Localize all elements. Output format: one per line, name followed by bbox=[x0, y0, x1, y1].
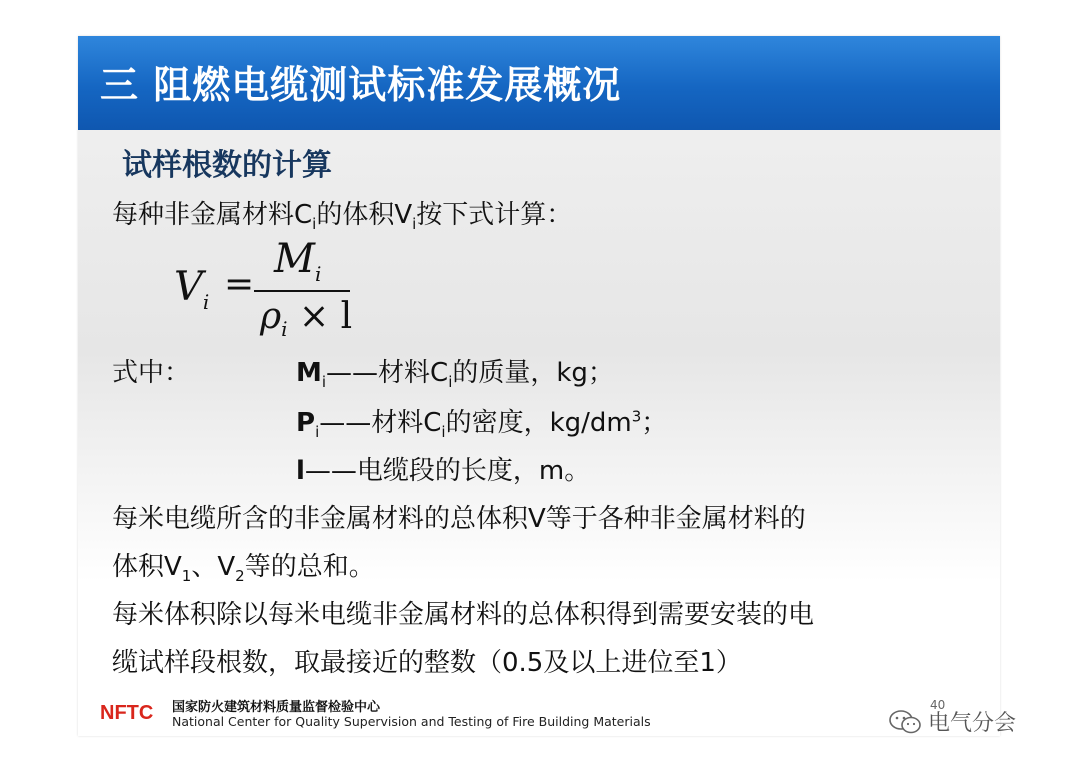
organization-name-en: National Center for Quality Supervision and Testing of Fire Building Materials bbox=[172, 714, 651, 729]
wechat-icon bbox=[888, 709, 922, 735]
paragraph-2-line-2: 缆试样段根数，取最接近的整数（0.5及以上进位至1） bbox=[112, 648, 742, 678]
definition-length: l——电缆段的长度，m。 bbox=[296, 456, 591, 486]
volume-formula bbox=[174, 236, 374, 346]
formula-numerator: $M_i$ bbox=[274, 236, 322, 286]
nftc-logo: NFTC bbox=[100, 702, 154, 724]
slide bbox=[78, 36, 1000, 736]
definition-mass: $M_i——$材料$C_i$的质量，kg； bbox=[296, 358, 614, 392]
definition-density: $P_i——$材料$C_i$的密度，$kg/dm^3$； bbox=[296, 407, 668, 442]
paragraph-2-line-1: 每米体积除以每米电缆非金属材料的总体积得到需要安装的电 bbox=[112, 600, 815, 630]
paragraph-1-line-2: 体积$V_1$、$V_2$等的总和。 bbox=[112, 552, 375, 586]
page-number: 40 bbox=[930, 698, 946, 712]
intro-line: 每种非金属材料$C_i$的体积$V_i$按下式计算： bbox=[112, 200, 573, 234]
watermark-text: 电气分会 bbox=[928, 711, 1017, 736]
organization-name-cn: 国家防火建筑材料质量监督检验中心 bbox=[172, 700, 381, 715]
section-subtitle: 试样根数的计算 bbox=[122, 148, 332, 183]
watermark bbox=[888, 706, 1016, 737]
fraction-bar bbox=[254, 290, 350, 292]
formula-equals: = bbox=[224, 264, 255, 305]
slide-title: 三 阻燃电缆测试标准发展概况 bbox=[100, 63, 622, 107]
definitions-label: 式中： bbox=[112, 358, 191, 388]
formula-lhs: $V_i$ bbox=[174, 264, 210, 314]
paragraph-1-line-1: 每米电缆所含的非金属材料的总体积V等于各种非金属材料的 bbox=[112, 504, 806, 534]
title-bar bbox=[78, 36, 1000, 130]
formula-denominator: $\rho_i \times l$ bbox=[260, 296, 353, 342]
